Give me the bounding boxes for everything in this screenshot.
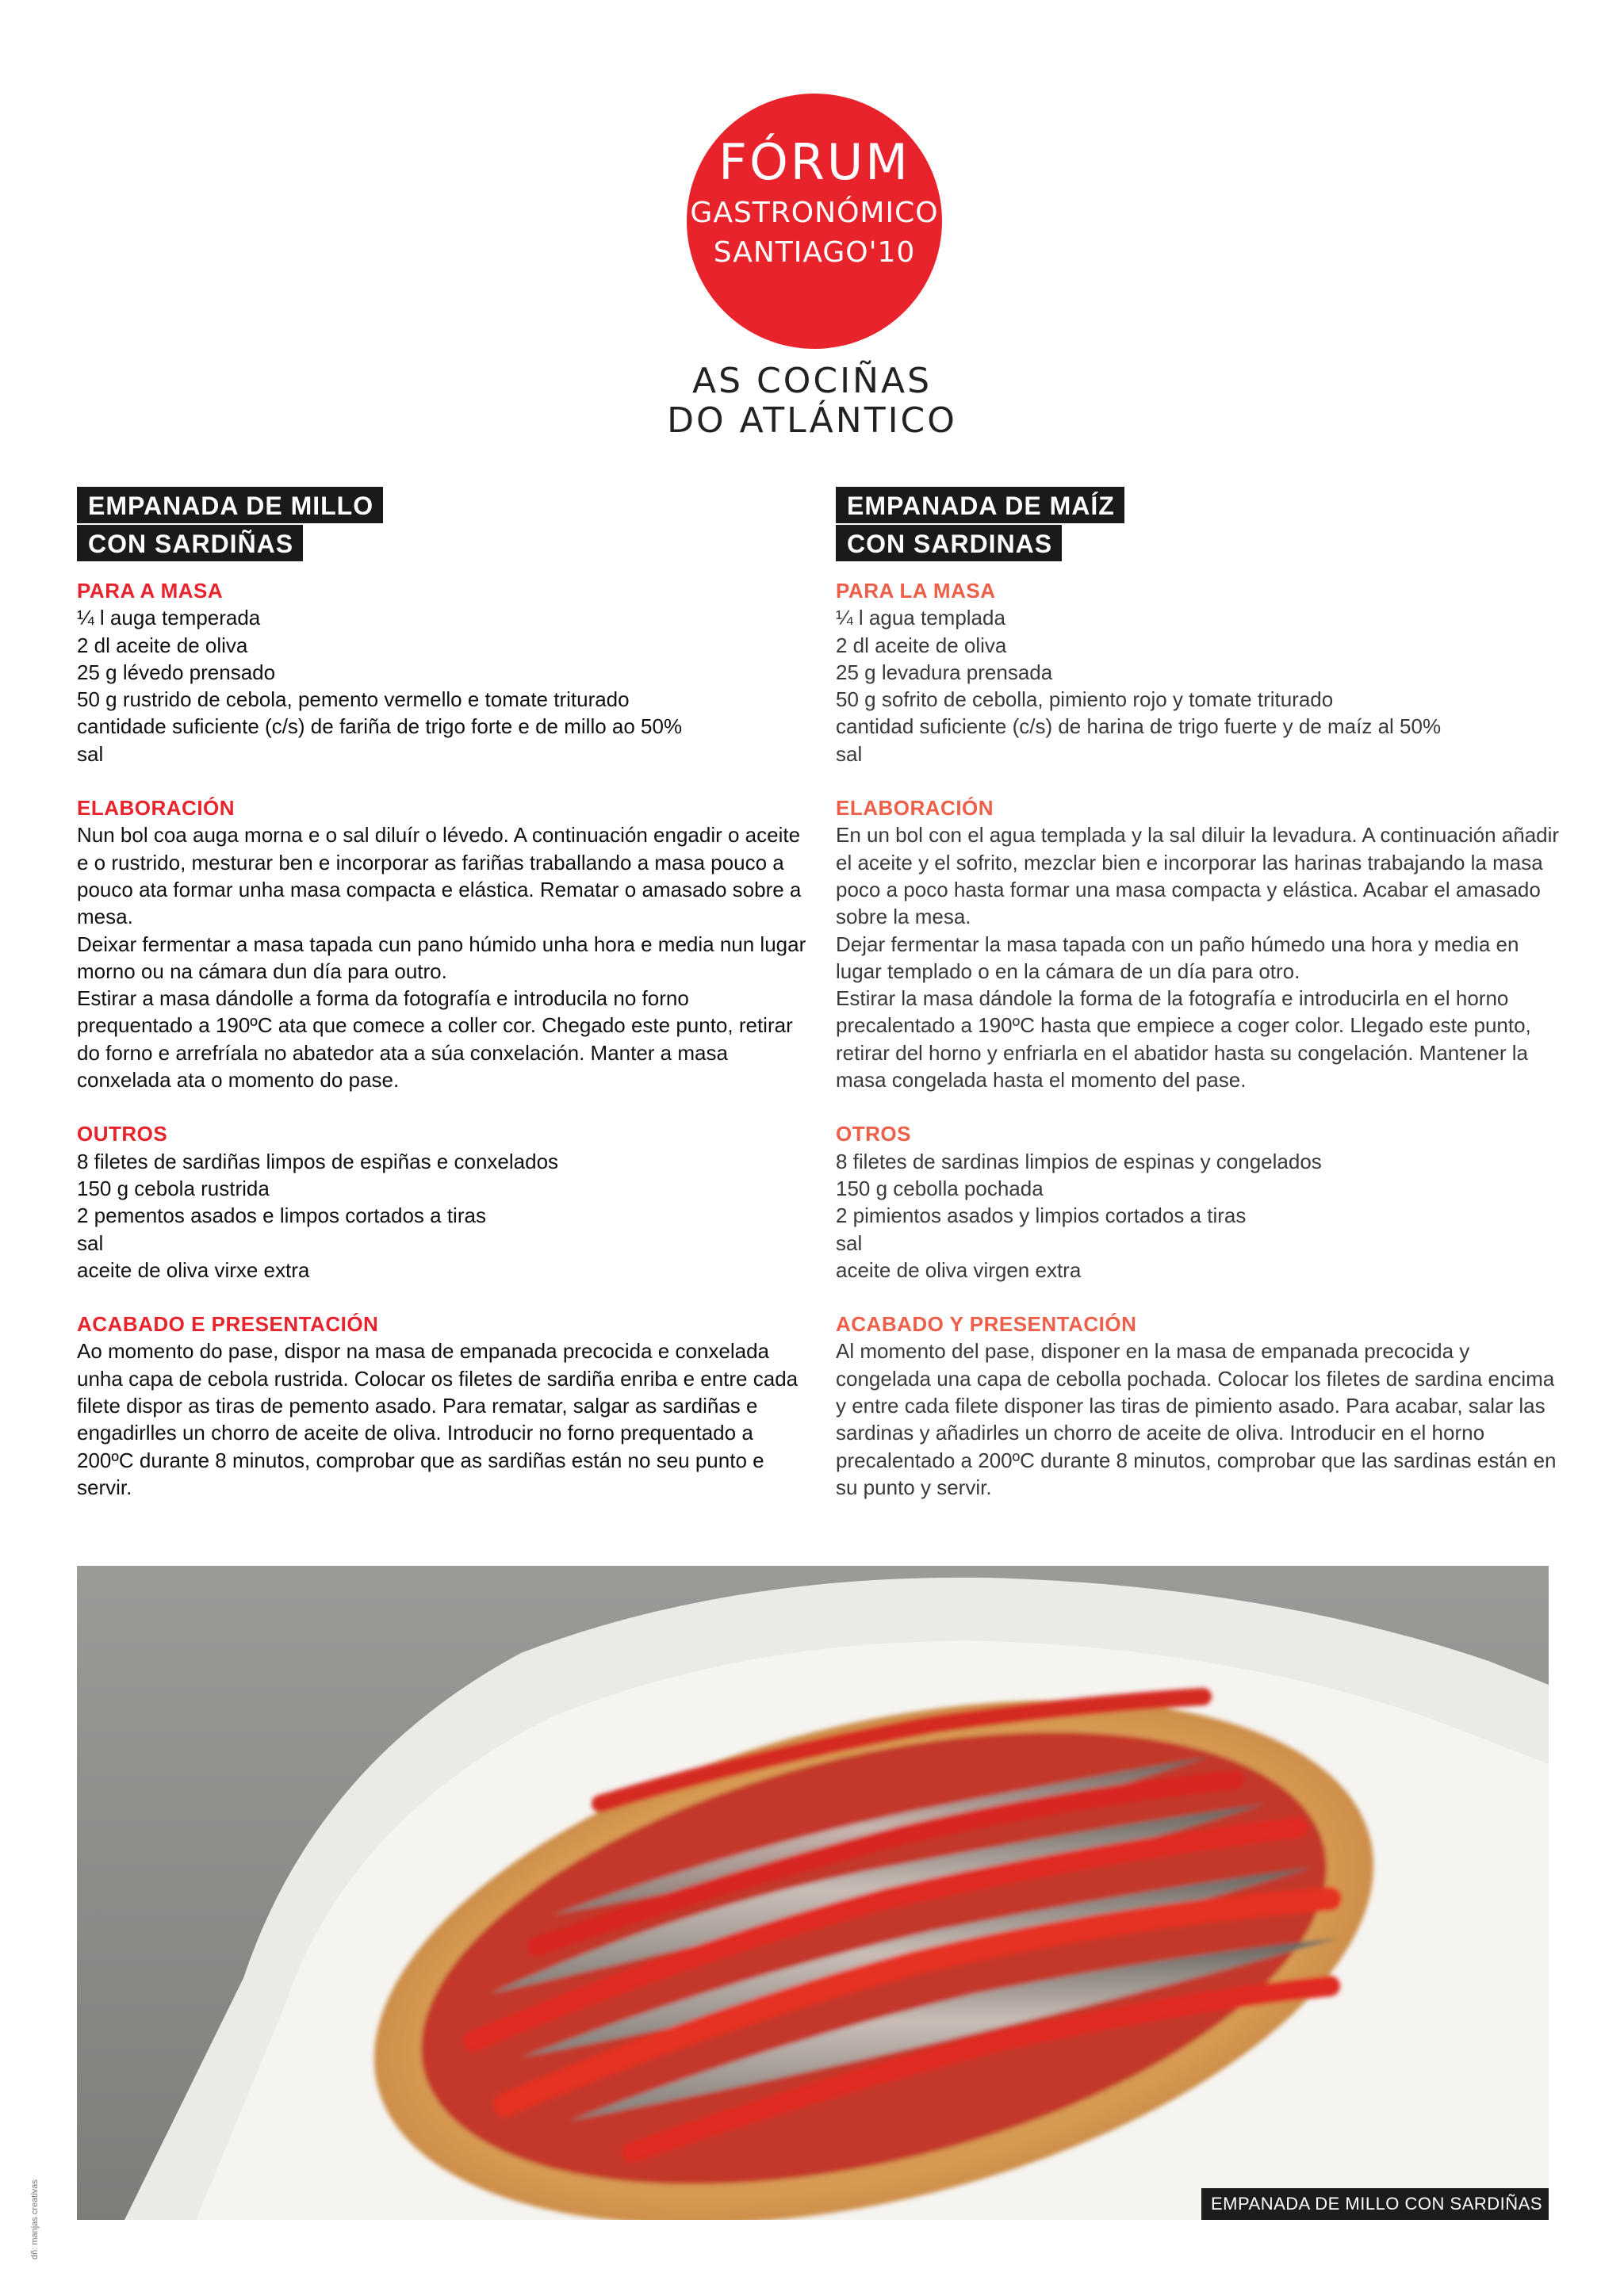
recipe-title [77, 487, 806, 561]
ingredient-item: sal [77, 741, 104, 766]
ingredient-item: 8 filetes de sardiñas limpos de espiñas e conxelados [77, 1149, 559, 1173]
recipe-title-line-2: CON SARDIÑAS [77, 525, 303, 561]
section-heading: ELABORACIÓN [836, 796, 994, 821]
section-masa [836, 577, 1565, 767]
section-outros [77, 1120, 806, 1284]
recipe-title-line-1: EMPANADA DE MAÍZ [836, 487, 1124, 523]
section-heading: ELABORACIÓN [77, 796, 236, 821]
recipe-spanish [836, 487, 1565, 1528]
ingredient-item: 150 g cebola rustrida [77, 1176, 270, 1200]
recipe-galician [77, 487, 806, 1528]
ingredient-item: 50 g rustrido de cebola, pemento vermello e tomate triturado [77, 687, 630, 712]
instruction-paragraph: Deixar fermentar a masa tapada cun pano húmido unha hora e media nun lugar morno ou na cámara dun día para outro. [77, 932, 806, 983]
ingredient-item: 2 pimientos asados y limpios cortados a tiras [836, 1203, 1247, 1228]
section-masa [77, 577, 806, 767]
recipe-title-line-1: EMPANADA DE MILLO [77, 487, 383, 523]
ingredient-item: sal [836, 1230, 863, 1255]
instruction-paragraph: Dejar fermentar la masa tapada con un paño húmedo una hora y media en lugar templado o en la cámara de un día para otro. [836, 932, 1519, 983]
section-elaboracion [77, 794, 806, 1093]
ingredient-item: sal [836, 741, 863, 766]
section-otros [836, 1120, 1565, 1284]
section-heading: PARA A MASA [77, 579, 224, 603]
ingredient-item: cantidade suficiente (c/s) de fariña de trigo forte e de millo ao 50% [77, 714, 683, 739]
section-heading: PARA LA MASA [836, 579, 996, 603]
logo-subtitle: GASTRONÓMICO [690, 197, 939, 229]
instruction-paragraph: Al momento del pase, disponer en la masa de empanada precocida y congelada una capa de cebolla pochada. Colocar los filetes de sardina encima y entre cada filete disponer las tiras de pimiento asado. Para acabar, salar las sardinas y añadirles un chorro de aceite de oliva. Introducir en el horno precalentado a 200ºC durante 8 minutos, comprobar que las sardinas están en su punto y servir. [836, 1339, 1557, 1499]
empanada-illustration [77, 1566, 1549, 2220]
design-credit: dñ: manjas creativas [30, 2179, 40, 2260]
section-heading: ACABADO E PRESENTACIÓN [77, 1312, 379, 1337]
section-heading: OUTROS [77, 1122, 168, 1146]
photo-caption: EMPANADA DE MILLO CON SARDIÑAS [1201, 2188, 1549, 2220]
ingredient-item: 25 g lévedo prensado [77, 660, 276, 684]
logo-edition: SANTIAGO'10 [713, 236, 916, 269]
logo-title: FÓRUM [718, 133, 910, 191]
instruction-paragraph: Estirar la masa dándole la forma de la fotografía e introducirla en el horno precalentado a 190ºC hasta que empiece a coger color. Llegado este punto, retirar del horno y enfriarla en el abatidor hasta su congelación. Mantener la masa congelada hasta el momento del pase. [836, 986, 1531, 1093]
ingredient-item: 50 g sofrito de cebolla, pimiento rojo y tomate triturado [836, 687, 1334, 712]
tagline-line-1: AS COCIÑAS [691, 361, 932, 401]
instruction-paragraph: Estirar a masa dándolle a forma da fotografía e introducila no forno prequentado a 190ºC ata que comece a coller cor. Chegado este punto, retirar do forno e arrefríala no abatedor ata a súa conxelación. Manter a masa conxelada ata o momento do pase. [77, 986, 793, 1093]
instruction-paragraph: Nun bol coa auga morna e o sal diluír o lévedo. A continuación engadir o aceite e o rustrido, mesturar ben e incorporar as fariñas traballando a masa pouco a pouco ata formar unha masa compacta e elástica. Rematar o amasado sobre a mesa. [77, 823, 802, 929]
ingredient-item: ¼ l auga temperada [77, 606, 261, 630]
section-acabado [836, 1311, 1565, 1501]
ingredient-item: aceite de oliva virxe extra [77, 1257, 310, 1282]
ingredient-item: aceite de oliva virgen extra [836, 1257, 1082, 1282]
ingredient-item: 2 dl aceite de oliva [77, 633, 248, 657]
tagline-line-2: DO ATLÁNTICO [667, 400, 957, 441]
ingredient-item: cantidad suficiente (c/s) de harina de trigo fuerte y de maíz al 50% [836, 714, 1442, 739]
ingredient-item: 2 pementos asados e limpos cortados a tiras [77, 1203, 486, 1228]
instruction-paragraph: Ao momento do pase, dispor na masa de empanada precocida e conxelada unha capa de cebola rustrida. Colocar os filetes de sardiña enriba e entre cada filete dispor as tiras de pemento asado. Para rematar, salgar as sardiñas e engadirlles un chorro de aceite de oliva. Introducir no forno prequentado a 200ºC durante 8 minutos, comprobar que as sardiñas están no seu punto e servir. [77, 1339, 799, 1499]
ingredient-item: 2 dl aceite de oliva [836, 633, 1007, 657]
ingredient-item: 8 filetes de sardinas limpios de espinas y congelados [836, 1149, 1322, 1173]
recipe-title [836, 487, 1565, 561]
ingredient-item: 150 g cebolla pochada [836, 1176, 1044, 1200]
section-elaboracion [836, 794, 1565, 1093]
ingredient-item: 25 g levadura prensada [836, 660, 1053, 684]
ingredient-item: sal [77, 1230, 104, 1255]
ingredient-item: ¼ l agua templada [836, 606, 1005, 630]
forum-logo [687, 94, 942, 349]
section-heading: OTROS [836, 1122, 911, 1146]
section-acabado [77, 1311, 806, 1501]
section-heading: ACABADO Y PRESENTACIÓN [836, 1312, 1137, 1337]
recipe-title-line-2: CON SARDINAS [836, 525, 1062, 561]
empanada-photo [77, 1566, 1549, 2220]
instruction-paragraph: En un bol con el agua templada y la sal diluir la levadura. A continuación añadir el aceite y el sofrito, mezclar bien e incorporar las harinas trabajando la masa poco a poco hasta formar una masa compacta y elástica. Acabar el amasado sobre la mesa. [836, 823, 1560, 929]
